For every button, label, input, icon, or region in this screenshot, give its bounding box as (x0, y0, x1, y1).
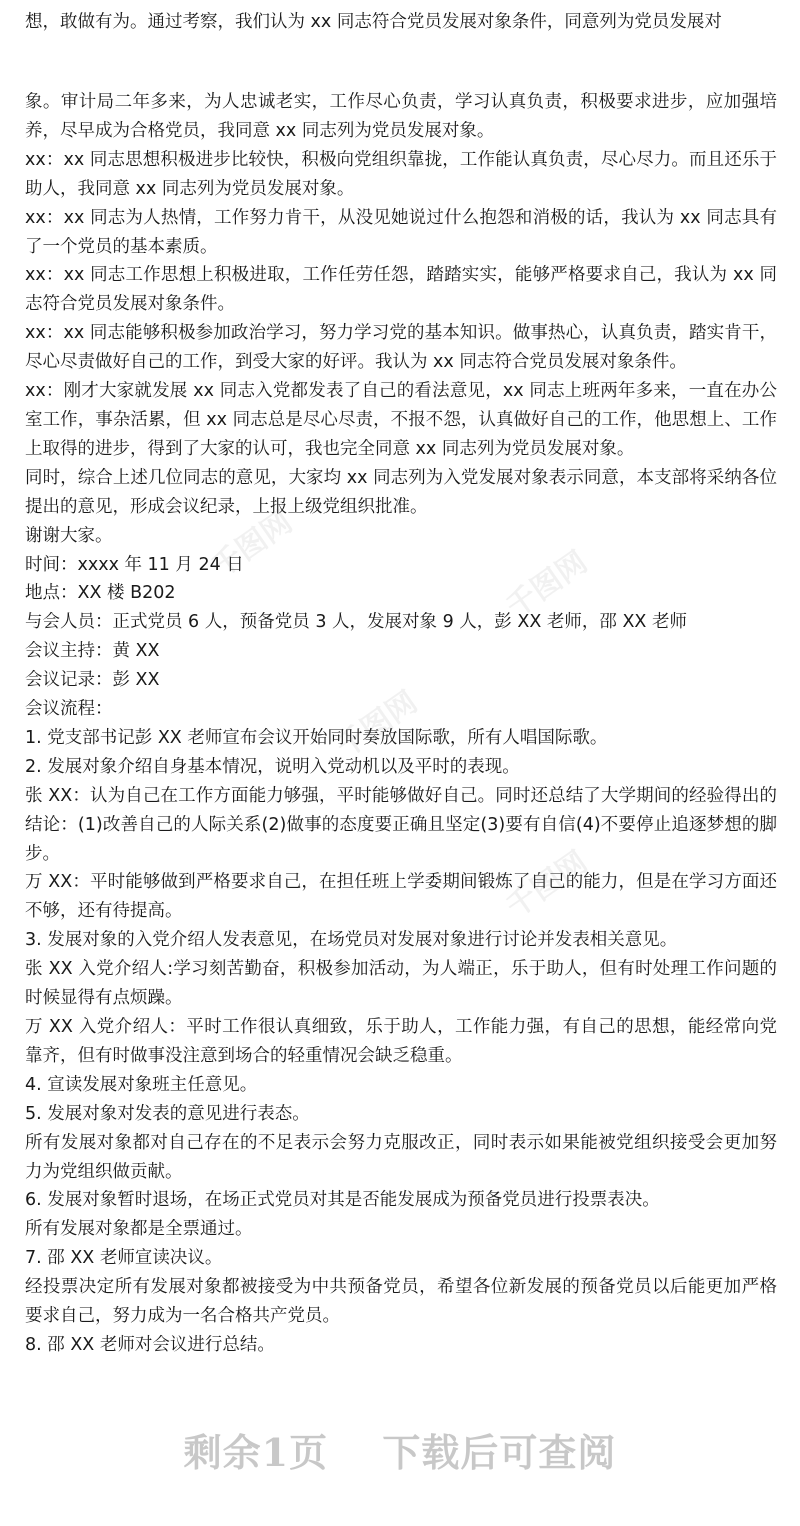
paragraph: xx：刚才大家就发展 xx 同志入党都发表了自己的看法意见，xx 同志上班两年多来，一直在办公室工作，事杂活累，但 xx 同志总是尽心尽责，不报不怨，认真做好自己的工作，他思想上、工作上取得的进步，得到了大家的认可，我也完全同意 xx 同志列为党员发展对象。 (25, 381, 777, 459)
paragraph: 8. 邵 XX 老师对会议进行总结。 (25, 1334, 275, 1355)
paragraph: 7. 邵 XX 老师宣读决议。 (25, 1248, 223, 1269)
watermark-icon: 千图网 (500, 544, 594, 626)
paragraph: 会议记录：彭 XX (25, 670, 160, 691)
paragraph: 万 XX：平时能够做到严格要求自己，在担任班上学委期间锻炼了自己的能力，但是在学习方面还不够，还有待提高。 (25, 872, 777, 922)
paragraph: 会议主持：黄 XX (25, 641, 160, 662)
paragraph: xx：xx 同志工作思想上积极进取，工作任劳任怨，踏踏实实，能够严格要求自己，我认为 xx 同志符合党员发展对象条件。 (25, 265, 777, 315)
remaining-pages-label: 剩余1页 (183, 1430, 329, 1475)
paragraph: xx：xx 同志为人热情，工作努力肯干，从没见她说过什么抱怨和消极的话，我认为 xx 同志具有了一个党员的基本素质。 (25, 207, 777, 257)
watermark-icon: 千图网 (205, 504, 299, 586)
paragraph: 1. 党支部书记彭 XX 老师宣布会议开始同时奏放国际歌，所有人唱国际歌。 (25, 727, 608, 748)
paragraph: 经投票决定所有发展对象都被接受为中共预备党员，希望各位新发展的预备党员以后能更加严格要求自己，努力成为一名合格共产党员。 (25, 1277, 777, 1327)
paragraph: 所有发展对象都是全票通过。 (25, 1219, 253, 1240)
paragraph: 所有发展对象都对自己存在的不足表示会努力克服改正，同时表示如果能被党组织接受会更加努力为党组织做贡献。 (25, 1132, 777, 1182)
paragraph: 张 XX 入党介绍人:学习刻苦勤奋，积极参加活动，为人端正，乐于助人，但有时处理工作问题的时候显得有点烦躁。 (25, 959, 777, 1009)
paragraph: 与会人员：正式党员 6 人，预备党员 3 人，发展对象 9 人，彭 XX 老师，邵 XX 老师 (25, 612, 687, 633)
paragraph: 会议流程： (25, 699, 113, 720)
paragraph: 谢谢大家。 (25, 525, 113, 546)
paragraph: 地点：XX 楼 B202 (25, 583, 176, 604)
paragraph: 5. 发展对象对发表的意见进行表态。 (25, 1103, 310, 1124)
watermark-icon: 千图网 (330, 684, 424, 766)
paragraph: 张 XX：认为自己在工作方面能力够强，平时能够做好自己。同时还总结了大学期间的经验得出的结论：(1)改善自己的人际关系(2)做事的态度要正确且坚定(3)要有自信(4)不要停止追逐梦想的脚步。 (25, 785, 777, 864)
watermark-icon: 千图网 (500, 844, 594, 926)
document-top-fragment (25, 8, 777, 37)
paragraph: 万 XX 入党介绍人：平时工作很认真细致，乐于助人，工作能力强，有自己的思想，能经常向党靠齐，但有时做事没注意到场合的轻重情况会缺乏稳重。 (25, 1017, 777, 1066)
paragraph: 4. 宣读发展对象班主任意见。 (25, 1074, 258, 1095)
paragraph-top-0: 想，敢做有为。通过考察，我们认为 xx 同志符合党员发展对象条件，同意列为党员发展对 (25, 12, 722, 32)
paragraph: 3. 发展对象的入党介绍人发表意见，在场党员对发展对象进行讨论并发表相关意见。 (25, 930, 678, 951)
paragraph: 6. 发展对象暂时退场，在场正式党员对其是否能发展成为预备党员进行投票表决。 (25, 1190, 660, 1211)
paragraph: xx：xx 同志思想积极进步比较快，积极向党组织靠拢，工作能认真负责，尽心尽力。而且还乐于助人，我同意 xx 同志列为党员发展对象。 (25, 149, 777, 199)
document-body (25, 88, 777, 1360)
paragraph: 2. 发展对象介绍自身基本情况，说明入党动机以及平时的表现。 (25, 756, 520, 777)
download-to-view-label: 下载后可查阅 (382, 1430, 617, 1475)
paragraph: 象。审计局二年多来，为人忠诚老实，工作尽心负责，学习认真负责，积极要求进步，应加强培养，尽早成为合格党员，我同意 xx 同志列为党员发展对象。 (25, 92, 777, 141)
paragraph: xx：xx 同志能够积极参加政治学习，努力学习党的基本知识。做事热心，认真负责，踏实肯干，尽心尽责做好自己的工作，到受大家的好评。我认为 xx 同志符合党员发展对象条件。 (25, 323, 777, 373)
paragraph: 时间：xxxx 年 11 月 24 日 (25, 554, 244, 575)
paragraph: 同时，综合上述几位同志的意见，大家均 xx 同志列为入党发展对象表示同意，本支部将采纳各位提出的意见，形成会议纪录，上报上级党组织批准。 (25, 467, 777, 517)
download-prompt[interactable] (0, 1418, 800, 1488)
